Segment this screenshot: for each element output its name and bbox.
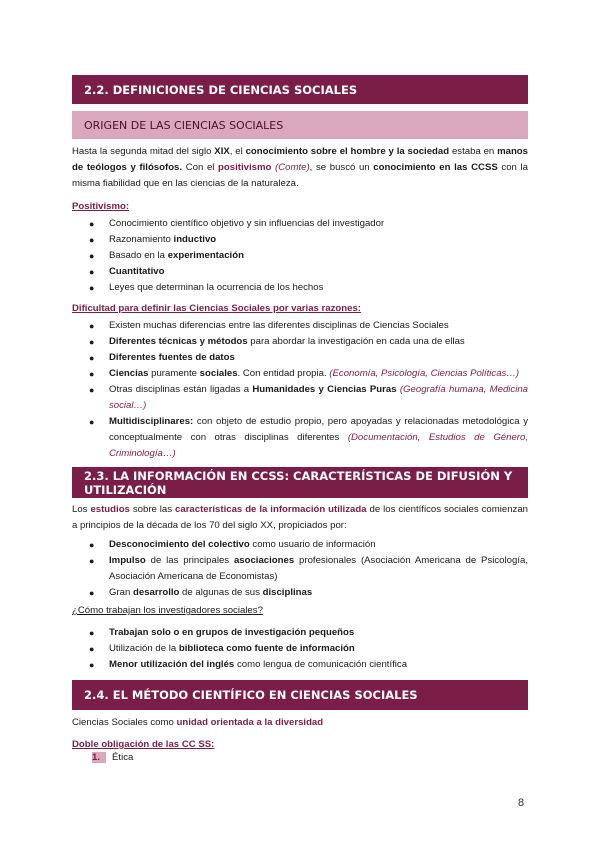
list-item: ● Leyes que determinan la ocurrencia de los hechos (72, 280, 528, 296)
bullet-icon: ● (89, 337, 95, 347)
bullet-icon: ● (89, 219, 95, 229)
list-item: ● Ciencias puramente sociales. Con entidad propia. (Economía, Psicología, Ciencias Políticas…) (72, 366, 528, 382)
bullet-icon: ● (89, 588, 95, 598)
list-item: ● Razonamiento inductivo (72, 232, 528, 248)
list-item: ● Basado en la experimentación (72, 248, 528, 264)
bullet-icon: ● (89, 385, 95, 395)
list-item: ● Trabajan solo o en grupos de investigación pequeños (72, 625, 528, 641)
bullet-icon: ● (89, 660, 95, 670)
list-dificultad (72, 318, 528, 462)
paragraph-diversidad: Ciencias Sociales como unidad orientada a la diversidad (72, 717, 324, 728)
list-positivismo (72, 216, 528, 296)
list-item: ● Gran desarrollo de algunas de sus disciplinas (72, 585, 528, 601)
list-item: ● Diferentes técnicas y métodos para abordar la investigación en cada una de ellas (72, 334, 528, 350)
subsection-heading-origen: ORIGEN DE LAS CIENCIAS SOCIALES (72, 111, 528, 139)
paragraph-origen: Hasta la segunda mitad del siglo XIX, el conocimiento sobre el hombre y la sociedad estaba en manos de teólogos y filósofos. Con el positivismo (Comte), se buscó un conocimiento en las CCSS con la misma fiabilidad que en las ciencias de la naturaleza. (72, 146, 529, 189)
bullet-icon: ● (89, 283, 95, 293)
bullet-icon: ● (89, 251, 95, 261)
section-heading-2-4: 2.4. EL MÉTODO CIENTÍFICO EN CIENCIAS SOCIALES (72, 680, 528, 710)
list-item: ● Menor utilización del inglés como lengua de comunicación científica (72, 657, 528, 673)
list-item: ● Cuantitativo (72, 264, 528, 280)
bullet-icon: ● (89, 628, 95, 638)
label-como-trabajan: ¿Cómo trabajan los investigadores sociales? (72, 605, 263, 616)
bullet-icon: ● (89, 235, 95, 245)
bullet-icon: ● (89, 540, 95, 550)
list-item: ● Conocimiento científico objetivo y sin influencias del investigador (72, 216, 528, 232)
label-positivismo: Positivismo: (72, 201, 130, 212)
section-heading-2-3: 2.3. LA INFORMACIÓN EN CCSS: CARACTERÍSTICAS DE DIFUSIÓN Y UTILIZACIÓN (72, 467, 528, 498)
bullet-icon: ● (89, 556, 95, 566)
bullet-icon: ● (89, 644, 95, 654)
bullet-icon: ● (89, 417, 95, 427)
bullet-icon: ● (89, 353, 95, 363)
label-doble-obligacion: Doble obligación de las CC SS: (72, 739, 215, 750)
list-item: ● Utilización de la biblioteca como fuente de información (72, 641, 528, 657)
list-item: ● Impulso de las principales asociaciones profesionales (Asociación Americana de Psicología, Asociación Americana de Economistas) (89, 555, 528, 582)
list-item: ● Multidisciplinares: con objeto de estudio propio, pero apoyadas y relacionadas metodológica y conceptualmente con otras disciplinas diferentes (Documentación, Estudios de Género, Criminología…) (89, 416, 528, 459)
ordered-list-item (92, 752, 133, 763)
list-item-text: Ética (112, 752, 134, 763)
list-item: ● Diferentes fuentes de datos (72, 350, 528, 366)
bullet-icon: ● (89, 369, 95, 379)
paragraph-estudios: Los estudios sobre las características de la información utilizada de los científicos sociales comienzan a principios de la década de los 70 del siglo XX, propiciados por: (72, 504, 528, 531)
list-item: ● Otras disciplinas están ligadas a Humanidades y Ciencias Puras (Geografía humana, Medicina social…) (89, 384, 529, 411)
bullet-icon: ● (89, 321, 95, 331)
bullet-icon: ● (89, 267, 95, 277)
list-item: ● Desconocimiento del colectivo como usuario de información (72, 537, 528, 553)
label-dificultad: Dificultad para definir las Ciencias Sociales por varias razones: (72, 303, 361, 314)
list-trabajo (72, 625, 528, 673)
list-number: 1. (92, 752, 106, 763)
section-heading-2-2: 2.2. DEFINICIONES DE CIENCIAS SOCIALES (72, 75, 528, 104)
list-item: ● Existen muchas diferencias entre las diferentes disciplinas de Ciencias Sociales (72, 318, 528, 334)
list-causas (72, 537, 528, 601)
page-number: 8 (518, 797, 525, 809)
